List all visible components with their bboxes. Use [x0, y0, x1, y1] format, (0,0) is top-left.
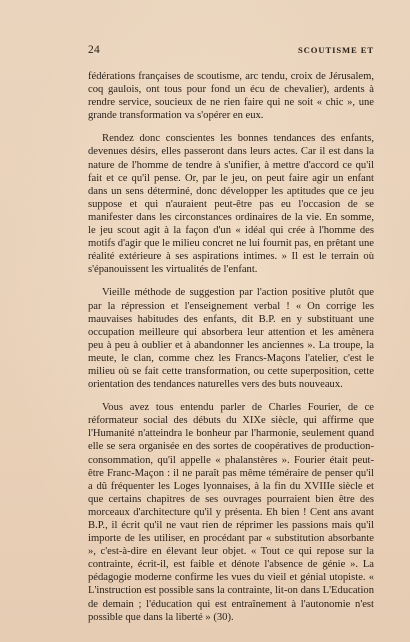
- paragraph-4: Vous avez tous entendu parler de Charles Fourier, de ce réformateur social des débuts du XIXe siècle, qui affirme que l'Humanité n'atteindra le bonheur par l'harmonie, seulement quand elle se sera organisée en des sortes de coopératives de production-consommation, qu'il appelle « phalanstères ». Fourier était peut-être Franc-Maçon : il ne paraît pas même téméraire de penser qu'il a dû fréquenter les Loges lyonnaises, à la fin du XVIIIe siècle et que certains chapitres de ses ouvrages pourraient bien être des morceaux d'architecture qu'il y présenta. Eh bien ! Cent ans avant B.P., il écrit qu'il ne vaut rien de réprimer les passions mais qu'il importe de les utiliser, en procédant par « substitution absorbante », c'est-à-dire en élevant leur objet. « Tout ce qui repose sur la contrainte, écrit-il, est faible et dénote l'absence de génie ». La pédagogie moderne confirme les vues du vieil et génial utopiste. « L'instruction est possible sans la contrainte, lit-on dans L'Education de demain ; l'éducation qui est entraînement à l'autonomie n'est possible que dans la liberté » (30).: [88, 402, 374, 623]
- running-title: SCOUTISME ET: [298, 45, 374, 55]
- paragraph-2: Rendez donc conscientes les bonnes tendances des enfants, devenues désirs, elles passeront dans leurs actes. Car il est dans la nature de l'homme de tendre à s'unifier, à mettre d'accord ce qu'il fait et ce qu'il pense. Or, par le jeu, on peut faire agir un enfant dans un sens déterminé, donc développer les aptitudes que ce jeu suppose et qui n'auraient peut-être pas eu l'occasion de se manifester dans les circonstances ordinaires de la vie. En somme, le jeu scout agit à la façon d'un « idéal qui crée à l'homme des motifs d'agir que le milieu concret ne lui fournit pas, en prêtant une réalité extérieure à ses aspirations intimes. » Il est le terrain où s'épanouissent les virtualités de l'enfant.: [88, 133, 374, 276]
- paragraph-1: fédérations françaises de scoutisme, arc tendu, croix de Jérusalem, coq gaulois, ont tous pour fond un écu de chevalier), ardents à rendre service, soucieux de ne rien faire qui ne soit « chic », une grande transformation va s'opérer en eux.: [88, 71, 374, 122]
- paragraph-3: Vieille méthode de suggestion par l'action positive plutôt que par la répression et l'enseignement verbal ! « On corrige les mauvaises habitudes des enfants, dit B.P. en y substituant une occupation meilleure qui absorbera leur attention et les amènera peu à peu à oublier et à abandonner les anciennes ». La troupe, la meute, le clan, comme chez les Francs-Maçons l'atelier, c'est le milieu où se fait cette transformation, ou cette superposition, cette orientation des tendances naturelles vers des buts nouveaux.: [88, 287, 374, 391]
- page-number: 24: [88, 44, 101, 56]
- running-head: [88, 44, 374, 58]
- body-text: [88, 70, 374, 624]
